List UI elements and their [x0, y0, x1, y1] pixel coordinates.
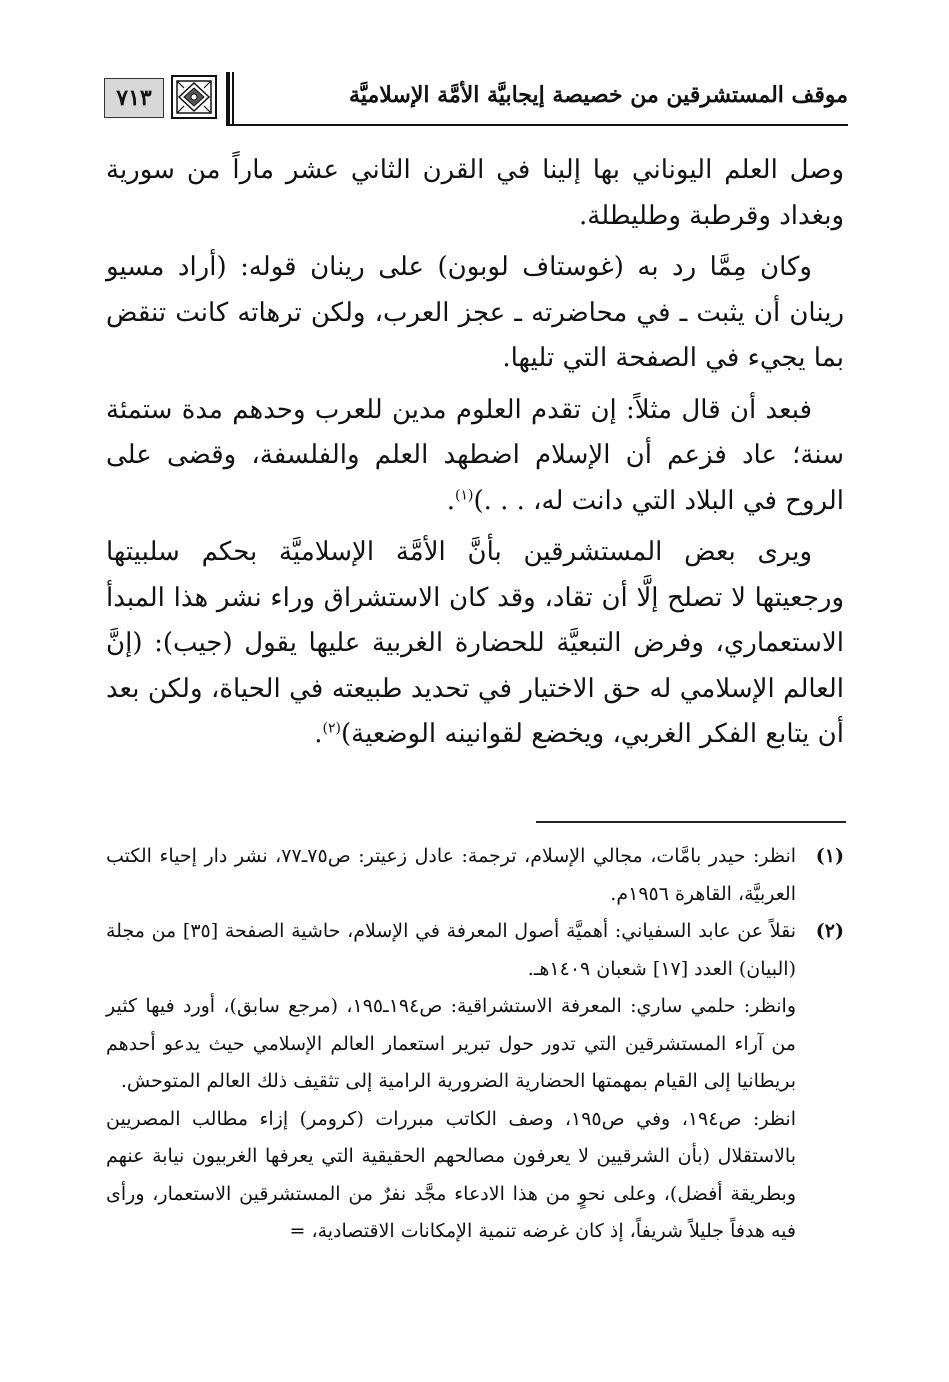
footnote-separator: [536, 821, 846, 823]
footnote-ref-1[interactable]: (١): [454, 486, 474, 503]
header-divider: [226, 72, 230, 124]
paragraph-3-text: فبعد أن قال مثلاً: إن تقدم العلوم مدين للعرب وحدهم مدة ستمئة سنة؛ عاد فزعم أن الإسلام اضطهد العلم والفلسفة، وقضى على الروح في البلاد التي دانت له، . . .): [106, 394, 844, 516]
decorative-knot-icon: [170, 74, 218, 120]
paragraph-2: [106, 245, 844, 382]
running-header: [104, 72, 848, 128]
paragraph-3-end: .: [446, 485, 455, 516]
page-number: ٧١٣: [104, 78, 164, 118]
paragraph-4: [106, 530, 844, 758]
footnote-number: (٢): [815, 920, 844, 942]
footnote-text: نقلاً عن عابد السفياني: أهميَّة أصول المعرفة في الإسلام، حاشية الصفحة [٣٥] من مجلة (البيان) العدد [١٧] شعبان ١٤٠٩هـ.: [106, 920, 796, 980]
footnote-2-paragraph-3: انظر: ص١٩٤، وفي ص١٩٥، وصف الكاتب مبررات (كرومر) إزاء مطالب المصريين بالاستقلال (بأن الشرقيين لا يعرفون مصالحهم الحقيقية التي يعرفها الغربيون نيابة عنهم وبطريقة أفضل)، وعلى نحوٍ من هذا الادعاء مجَّد نفرٌ من المستشرقين الاستعمار، ورأى فيه هدفاً جليلاً شريفاً، إذ كان غرضه تنمية الإمكانات الاقتصادية، =: [106, 1107, 796, 1242]
main-text: [106, 148, 844, 764]
footnote-number: (١): [815, 845, 844, 867]
footnote-1: [106, 838, 844, 913]
header-rule: [226, 124, 848, 126]
paragraph-4-end: .: [314, 719, 323, 749]
footnote-ref-2[interactable]: (٢): [322, 720, 341, 737]
footnote-text: انظر: حيدر بامَّات، مجالي الإسلام، ترجمة: عادل زعيتر: ص٧٥ـ٧٧، نشر دار إحياء الكتب العربيَّة، القاهرة ١٩٥٦م.: [106, 845, 797, 905]
paragraph-2-text: وكان مِمَّا رد به (غوستاف لوبون) على رينان قوله: (أراد مسيو رينان أن يثبت ـ في محاضرته ـ عجز العرب، ولكن ترهاته كانت تنقض بما يجيء في الصفحة التي تليها.: [106, 252, 844, 373]
header-divider-thin: [232, 72, 234, 124]
paragraph-1-text: وصل العلم اليوناني بها إلينا في القرن الثاني عشر ماراً من سورية وبغداد وقرطبة وطليطلة.: [106, 155, 844, 231]
paragraph-1: [106, 148, 844, 239]
footnote-2: [106, 913, 844, 988]
header-title: موقف المستشرقين من خصيصة إيجابيَّة الأمَّة الإسلاميَّة: [349, 82, 848, 108]
footnote-2-paragraph-2: وانظر: حلمي ساري: المعرفة الاستشراقية: ص١٩٤ـ١٩٥، (مرجع سابق)، أورد فيها كثير من آراء المستشرقين التي تدور حول تبرير استعمار العالم الإسلامي حيث يدعو أحدهم بريطانيا إلى القيام بمهمتها الحضارية الضرورية الرامية إلى تثقيف ذلك العالم المتوحش.: [106, 995, 796, 1092]
footnotes: [106, 838, 844, 1251]
paragraph-3: [106, 388, 844, 525]
paragraph-4-text: ويرى بعض المستشرقين بأنَّ الأمَّة الإسلاميَّة بحكم سلبيتها ورجعيتها لا تصلح إلَّا أن تقاد، وقد كان الاستشراق وراء نشر هذا المبدأ الاستعماري، وفرض التبعيَّة للحضارة الغربية عليها يقول (جيب): (إنَّ العالم الإسلامي له حق الاختيار في تحديد طبيعته في الحياة، ولكن بعد أن يتابع الفكر الغربي، ويخضع لقوانينه الوضعية): [106, 537, 844, 749]
